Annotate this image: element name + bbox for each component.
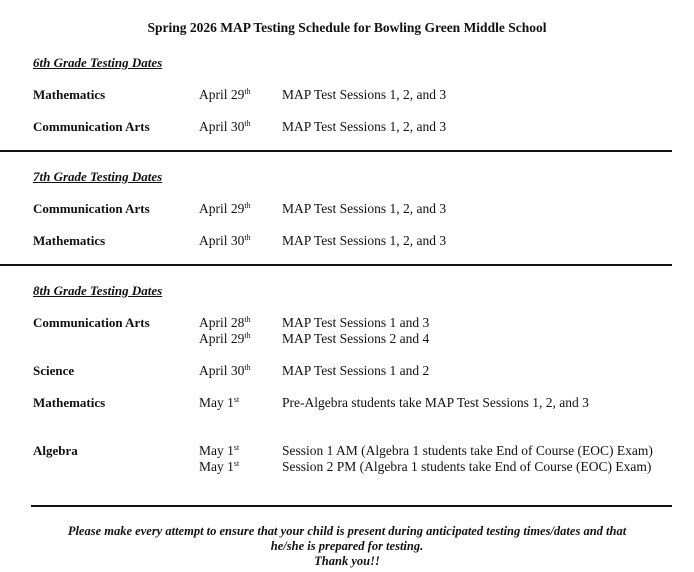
test-description: MAP Test Sessions 1, 2, and 3 [282, 233, 447, 248]
subject-label: Mathematics [33, 395, 106, 410]
page-title: Spring 2026 MAP Testing Schedule for Bowling Green Middle School [147, 20, 547, 35]
subject-label: Communication Arts [33, 315, 150, 330]
test-date: May 1st [199, 443, 240, 458]
section-divider [0, 150, 672, 152]
test-date: April 29th [199, 201, 251, 216]
test-description: MAP Test Sessions 1, 2, and 3 [282, 201, 447, 216]
footer-line: he/she is prepared for testing. [270, 539, 424, 553]
test-description: Session 2 PM (Algebra 1 students take End of Course (EOC) Exam) [282, 459, 652, 474]
test-date: April 30th [199, 233, 251, 248]
section-heading-7th: 7th Grade Testing Dates [33, 169, 163, 184]
subject-label: Science [33, 363, 75, 378]
subject-label: Mathematics [33, 87, 106, 102]
test-description: Pre-Algebra students take MAP Test Sessions 1, 2, and 3 [282, 395, 589, 410]
subject-label: Communication Arts [33, 201, 150, 216]
section-divider [0, 264, 672, 266]
test-date: May 1st [199, 395, 240, 410]
test-date: May 1st [199, 459, 240, 474]
test-date: April 30th [199, 363, 251, 378]
test-date: April 30th [199, 119, 251, 134]
section-heading-6th: 6th Grade Testing Dates [33, 55, 163, 70]
test-description: MAP Test Sessions 1 and 3 [282, 315, 430, 330]
test-date: April 29th [199, 87, 251, 102]
test-description: MAP Test Sessions 1, 2, and 3 [282, 87, 447, 102]
footer-thanks: Thank you!! [314, 554, 380, 568]
section-divider [31, 505, 672, 507]
test-description: MAP Test Sessions 1 and 2 [282, 363, 430, 378]
test-description: Session 1 AM (Algebra 1 students take End of Course (EOC) Exam) [282, 443, 653, 458]
subject-label: Communication Arts [33, 119, 150, 134]
test-date: April 28th [199, 315, 251, 330]
section-heading-8th: 8th Grade Testing Dates [33, 283, 163, 298]
subject-label: Mathematics [33, 233, 106, 248]
subject-label: Algebra [33, 443, 78, 458]
test-description: MAP Test Sessions 2 and 4 [282, 331, 430, 346]
test-date: April 29th [199, 331, 251, 346]
footer-note [20, 524, 674, 569]
test-description: MAP Test Sessions 1, 2, and 3 [282, 119, 447, 134]
footer-line: Please make every attempt to ensure that your child is present during anticipated testing times/dates and that [67, 524, 627, 538]
